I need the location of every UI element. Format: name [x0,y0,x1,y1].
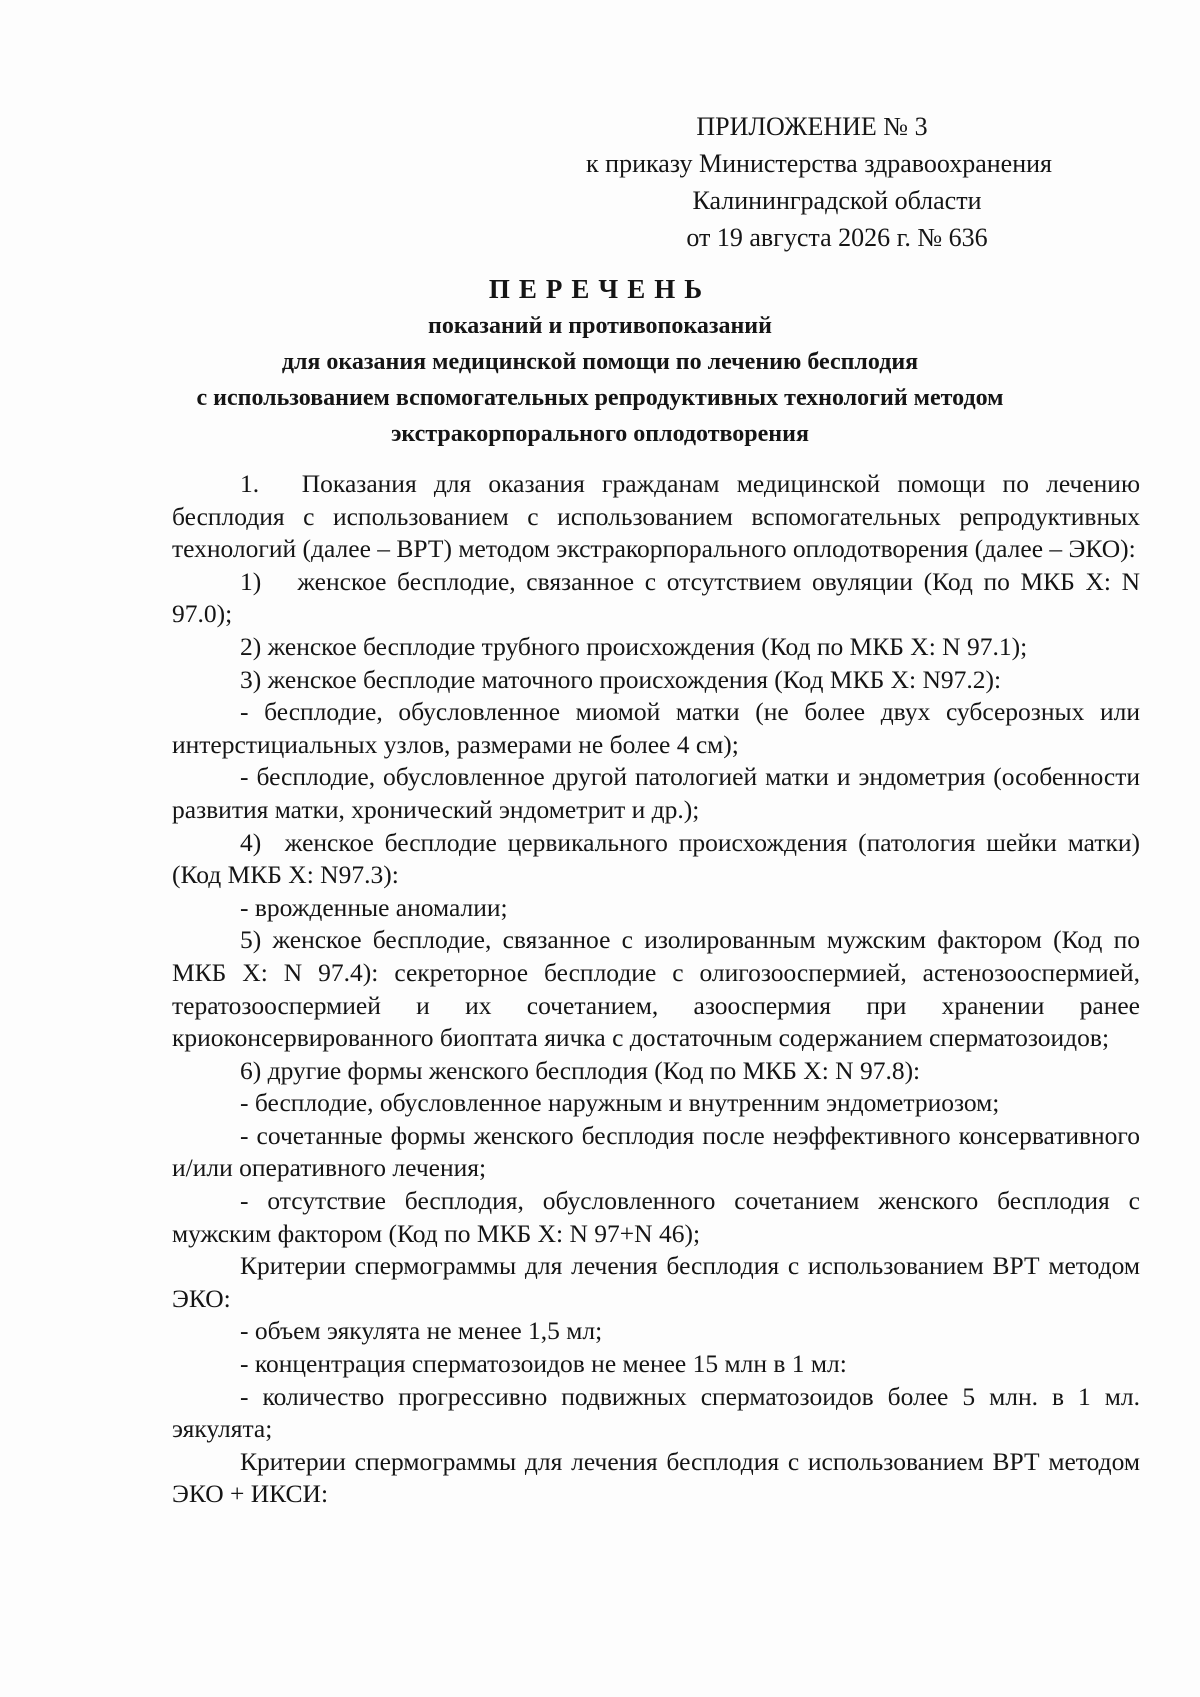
title-line-4: экстракорпорального оплодотворения [391,421,809,447]
paragraph-2: 1) женское бесплодие, связанное с отсутствием овуляции (Код по МКБ X: N 97.0); [172,566,1140,629]
paragraph-14: Критерии спермограммы для лечения бесплодия с использованием ВРТ методом ЭКО: [172,1251,1140,1313]
paragraph-4: 3) женское бесплодие маточного происхождения (Код МКБ X: N97.2): [240,664,1002,694]
appendix-order-ref: к приказу Министерства здравоохранения [586,149,1052,178]
appendix-header [532,108,1052,256]
paragraph-8: - врожденные аномалии; [240,892,508,922]
paragraph-5: - бесплодие, обусловленное миомой матки (не более двух субсерозных или интерстициальных узлов, размерами не более 4 см); [172,697,1140,759]
title-line-1: показаний и противопоказаний [428,313,772,339]
title-line-2: для оказания медицинской помощи по лечению бесплодия [281,349,919,375]
paragraph-18: Критерии спермограммы для лечения бесплодия с использованием ВРТ методом ЭКО + ИКСИ: [172,1446,1140,1509]
document-body [172,468,1140,1511]
appendix-date: от 19 августа 2026 г. № 636 [686,223,988,252]
paragraph-15: - объем эякулята не менее 1,5 мл; [240,1316,603,1346]
title-main: ПЕРЕЧЕНЬ [488,274,712,304]
title-line-3: с использованием вспомогательных репродуктивных технологий методом [196,385,1004,411]
paragraph-12: - сочетанные формы женского бесплодия после неэффективного консервативного и/или оперативного лечения; [172,1120,1140,1183]
appendix-number: ПРИЛОЖЕНИЕ № 3 [696,112,928,141]
paragraph-13: - отсутствие бесплодия, обусловленного сочетанием женского бесплодия с мужским фактором (Код по МКБ X: N 97+N 46); [172,1186,1140,1248]
paragraph-16: - концентрация сперматозоидов не менее 15 млн в 1 мл: [240,1349,847,1379]
paragraph-9: 5) женское бесплодие, связанное с изолированным мужским фактором (Код по МКБ X: N 97.4): секреторное бесплодие с олигозооспермией, астенозооспермией, тератозооспермией и их сочетанием, азооспермия при хранении ранее криоконсервированного биоптата яичка с достаточным содержанием сперматозоидов; [172,925,1140,1053]
paragraph-6: - бесплодие, обусловленное другой патологией матки и эндометрия (особенности развития матки, хронический эндометрит и др.); [172,762,1140,824]
paragraph-10: 6) другие формы женского бесплодия (Код по МКБ X: N 97.8): [240,1055,921,1085]
document-title [150,270,1050,452]
paragraph-1: 1. Показания для оказания гражданам медицинской помощи по лечению бесплодия с использованием с использованием вспомогательных репродуктивных технологий (далее – ВРТ) методом экстракорпорального оплодотворения (далее – ЭКО): [172,469,1140,564]
paragraph-7: 4) женское бесплодие цервикального происхождения (патология шейки матки) (Код МКБ X: N97.3): [172,827,1140,890]
paragraph-11: - бесплодие, обусловленное наружным и внутренним эндометриозом; [240,1088,1000,1118]
paragraph-17: - количество прогрессивно подвижных сперматозоидов более 5 млн. в 1 мл. эякулята; [172,1381,1140,1444]
appendix-region: Калининградской области [692,186,982,215]
paragraph-3: 2) женское бесплодие трубного происхождения (Код по МКБ X: N 97.1); [240,631,1028,661]
